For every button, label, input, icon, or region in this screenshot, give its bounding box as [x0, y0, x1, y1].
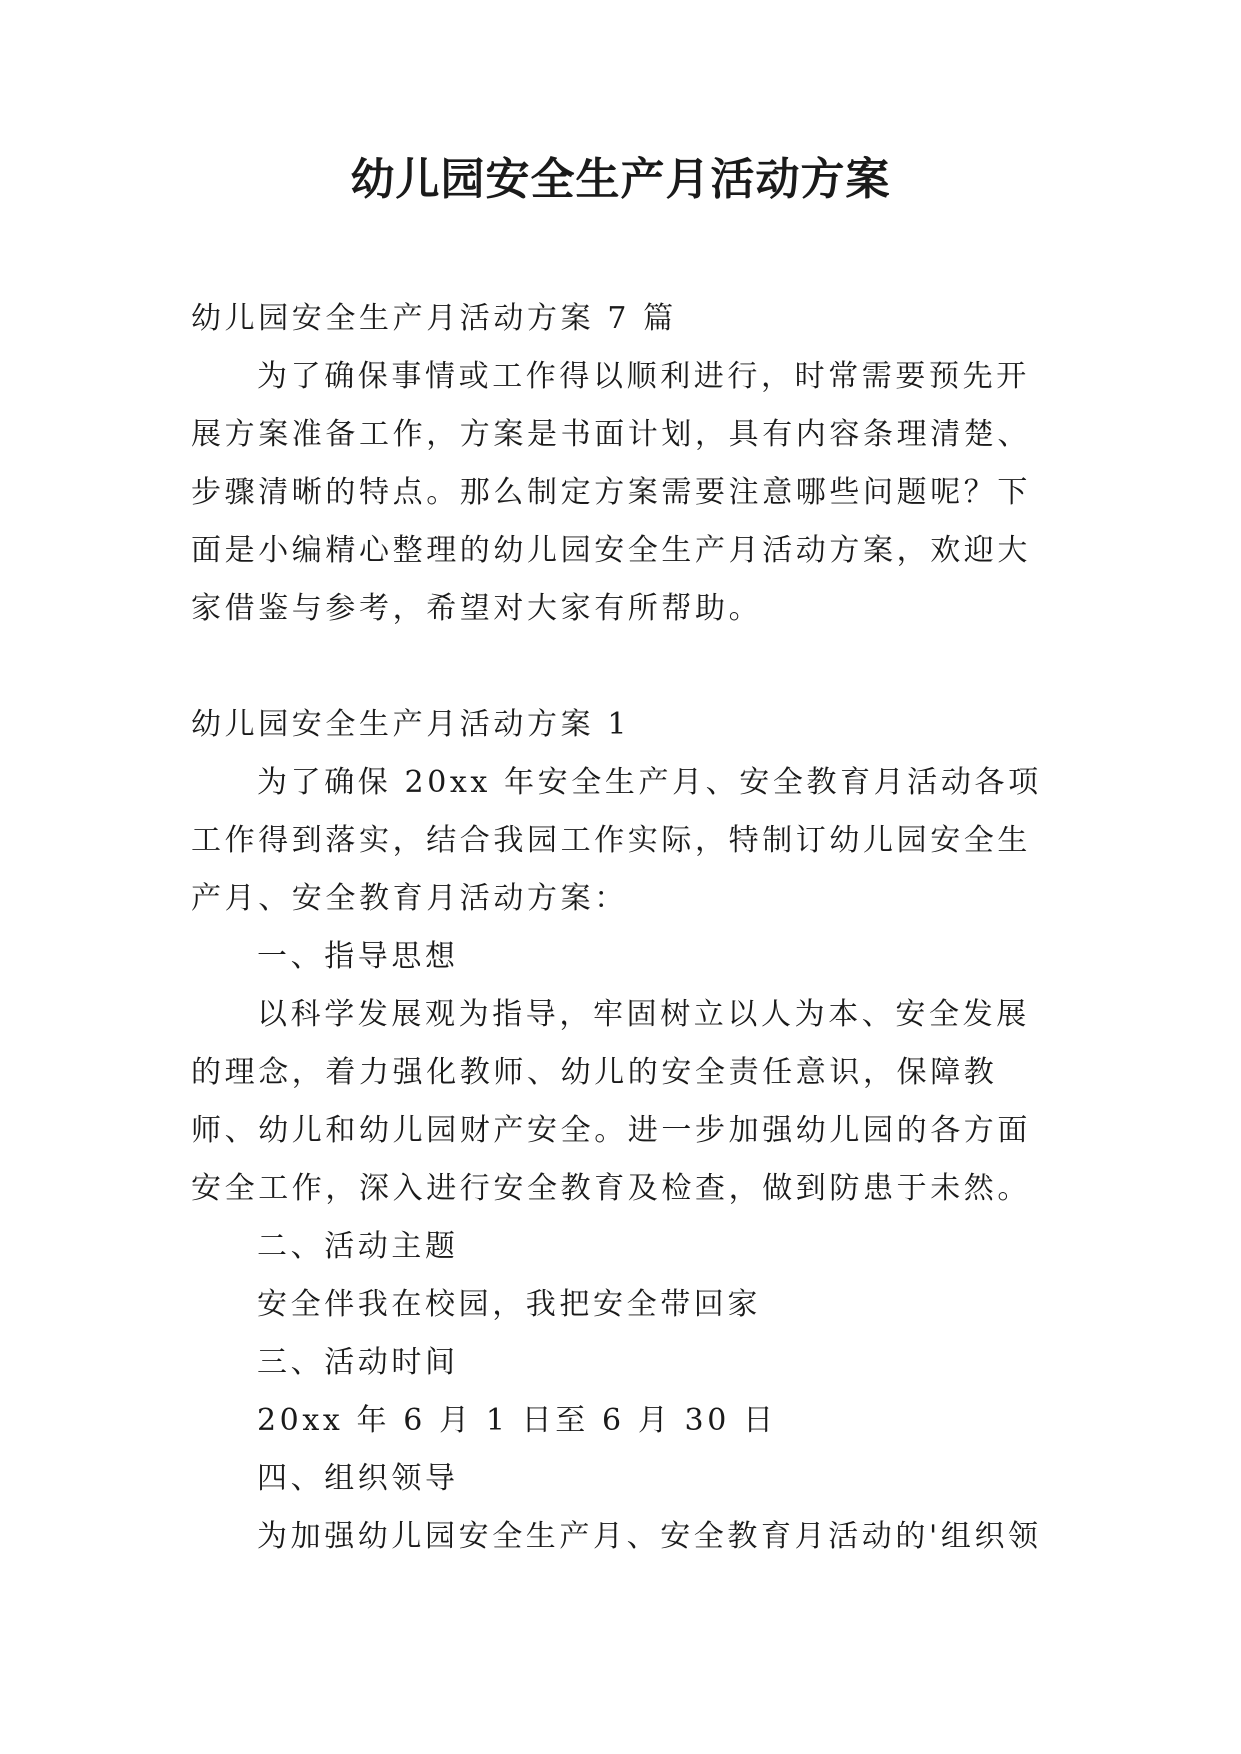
- heading-section-1: 幼儿园安全生产月活动方案 1: [191, 707, 631, 742]
- paragraph-activity-time: 20xx 年 6 月 1 日至 6 月 30 日: [257, 1403, 777, 1438]
- paragraph-organization: 为加强幼儿园安全生产月、安全教育月活动的'组织领: [257, 1519, 1042, 1554]
- heading-activity-time: 三、活动时间: [257, 1345, 459, 1380]
- document-title: 幼儿园安全生产月活动方案: [350, 154, 891, 205]
- heading-activity-theme: 二、活动主题: [257, 1229, 459, 1264]
- paragraph-intro: 为了确保事情或工作得以顺利进行，时常需要预先开展方案准备工作，方案是书面计划，具有内容条理清楚、步骤清晰的特点。那么制定方案需要注意哪些问题呢？下面是小编精心整理的幼儿园安全生产月活动方案，欢迎大家借鉴与参考，希望对大家有所帮助。: [191, 359, 1031, 626]
- heading-guiding-ideology: 一、指导思想: [257, 939, 459, 974]
- heading-organization: 四、组织领导: [257, 1461, 459, 1496]
- paragraph-guiding-ideology: 以科学发展观为指导，牢固树立以人为本、安全发展的理念，着力强化教师、幼儿的安全责任意识，保障教师、幼儿和幼儿园财产安全。进一步加强幼儿园的各方面安全工作，深入进行安全教育及检查，做到防患于未然。: [191, 997, 1031, 1206]
- heading-subtitle: 幼儿园安全生产月活动方案 7 篇: [191, 301, 677, 336]
- document-body: [191, 290, 1051, 1566]
- paragraph-activity-theme: 安全伴我在校园，我把安全带回家: [257, 1287, 761, 1322]
- paragraph-purpose: 为了确保 20xx 年安全生产月、安全教育月活动各项工作得到落实，结合我园工作实际，特制订幼儿园安全生产月、安全教育月活动方案：: [191, 765, 1042, 916]
